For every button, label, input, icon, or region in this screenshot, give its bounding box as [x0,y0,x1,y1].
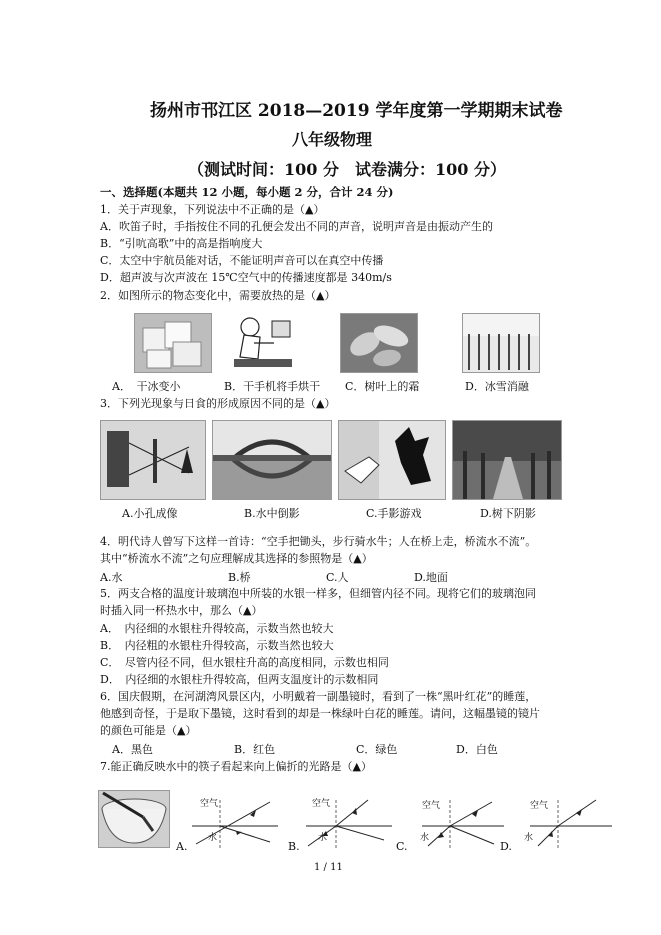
diagram-d [508,796,614,852]
diagram-a-label: A. [176,840,188,853]
pinhole-image [100,420,206,500]
hand-shadow-image [338,420,446,500]
q5-line1: 5．两支合格的温度计玻璃泡中所装的水银一样多，但细管内径不同。现将它们的玻璃泡同 [100,587,536,600]
diagram-a-air: 空气 [200,799,219,809]
q1-option-b: B．“引吭高歌”中的高是指响度大 [100,237,263,250]
q1-stem: 1．关于声现象，下列说法中不正确的是（▲） [100,203,325,216]
frost-leaf-image [340,313,418,373]
diagram-a-water: 水 [208,833,218,843]
q6-option-d: D．白色 [456,743,498,756]
q5-option-c: C． 尽管内径不同，但水银柱升高的高度相同，示数也相同 [100,656,389,669]
q4-option-c: C.人 [326,571,349,584]
q3-caption-c: C.手影游戏 [366,507,422,520]
diagram-b [288,796,394,852]
page-number: 1 / 11 [314,862,343,873]
diagram-a [174,796,280,852]
q5-option-a: A． 内径细的水银柱升得较高，示数当然也较大 [100,622,334,635]
q6-line3: 的颜色可能是（▲） [100,724,197,737]
q4-option-b: B.桥 [228,571,251,584]
section-heading: 一、选择题(本题共 12 小题，每小题 2 分，合计 24 分) [100,185,394,199]
q5-line2: 时插入同一杯热水中，那么（▲） [100,604,263,617]
diagram-c-water: 水 [420,833,430,843]
diagram-b-water: 水 [318,833,328,843]
q1-option-d: D．超声波与次声波在 15℃空气中的传播速度都是 340m/s [100,271,392,284]
exam-info: （测试时间：100 分 试卷满分：100 分） [188,160,506,179]
q5-option-b: B． 内径粗的水银柱升得较高，示数当然也较大 [100,639,334,652]
diagram-b-label: B. [288,840,300,853]
diagram-c-air: 空气 [422,801,441,811]
diagram-d-air: 空气 [530,801,549,811]
q4-option-a: A.水 [100,571,123,584]
dry-ice-image [134,313,212,373]
diagram-d-water: 水 [524,833,534,843]
water-reflection-image [212,420,332,500]
q2-caption-c: C．树叶上的霜 [345,380,420,393]
grade-subject: 八年级物理 [292,130,373,149]
melting-snow-image [462,313,540,373]
q2-caption-a: A． 干冰变小 [112,380,181,393]
q2-caption-b: B．干手机将手烘干 [224,380,321,393]
q2-caption-d: D．冰雪消融 [465,380,529,393]
q6-line1: 6．国庆假期，在河湖湾风景区内，小明戴着一副墨镜时，看到了一株“黑叶红花”的睡莲， [100,690,537,703]
diagram-c [400,796,506,852]
q4-line1: 4．明代诗人曾写下这样一首诗：“空手把锄头，步行骑水牛；人在桥上走，桥流水不流”。 [100,535,537,548]
q6-option-a: A．黑色 [112,743,153,756]
q3-caption-a: A.小孔成像 [122,507,178,520]
hand-dryer-image [224,313,300,371]
q3-caption-d: D.树下阴影 [480,507,536,520]
q6-line2: 他感到奇怪，于是取下墨镜，这时看到的却是一株绿叶白花的睡莲。请问，这幅墨镜的镜片 [100,707,540,720]
q1-option-a: A．吹笛子时，手指按住不同的孔便会发出不同的声音，说明声音是由振动产生的 [100,220,493,233]
q7-stem: 7.能正确反映水中的筷子看起来向上偏折的光路是（▲） [100,760,372,773]
q4-line2: 其中“桥流水不流”之句应理解成其选择的参照物是（▲） [100,552,373,565]
diagram-b-air: 空气 [312,799,331,809]
q5-option-d: D． 内径细的水银柱升得较高，但两支温度计的示数相同 [100,673,379,686]
q2-stem: 2．如图所示的物态变化中，需要放热的是（▲） [100,289,336,302]
q6-option-b: B．红色 [234,743,276,756]
q1-option-c: C．太空中宇航员能对话，不能证明声音可以在真空中传播 [100,254,384,267]
diagram-c-label: C. [396,840,408,853]
q4-option-d: D.地面 [414,571,448,584]
tree-shadow-image [452,420,562,500]
diagram-d-label: D. [500,840,512,853]
exam-title: 扬州市邗江区 2018—2019 学年度第一学期期末试卷 [150,101,563,121]
chopsticks-bowl-image [98,790,170,848]
q3-caption-b: B.水中倒影 [244,507,300,520]
q3-stem: 3．下列光现象与日食的形成原因不同的是（▲） [100,397,336,410]
q6-option-c: C．绿色 [356,743,398,756]
